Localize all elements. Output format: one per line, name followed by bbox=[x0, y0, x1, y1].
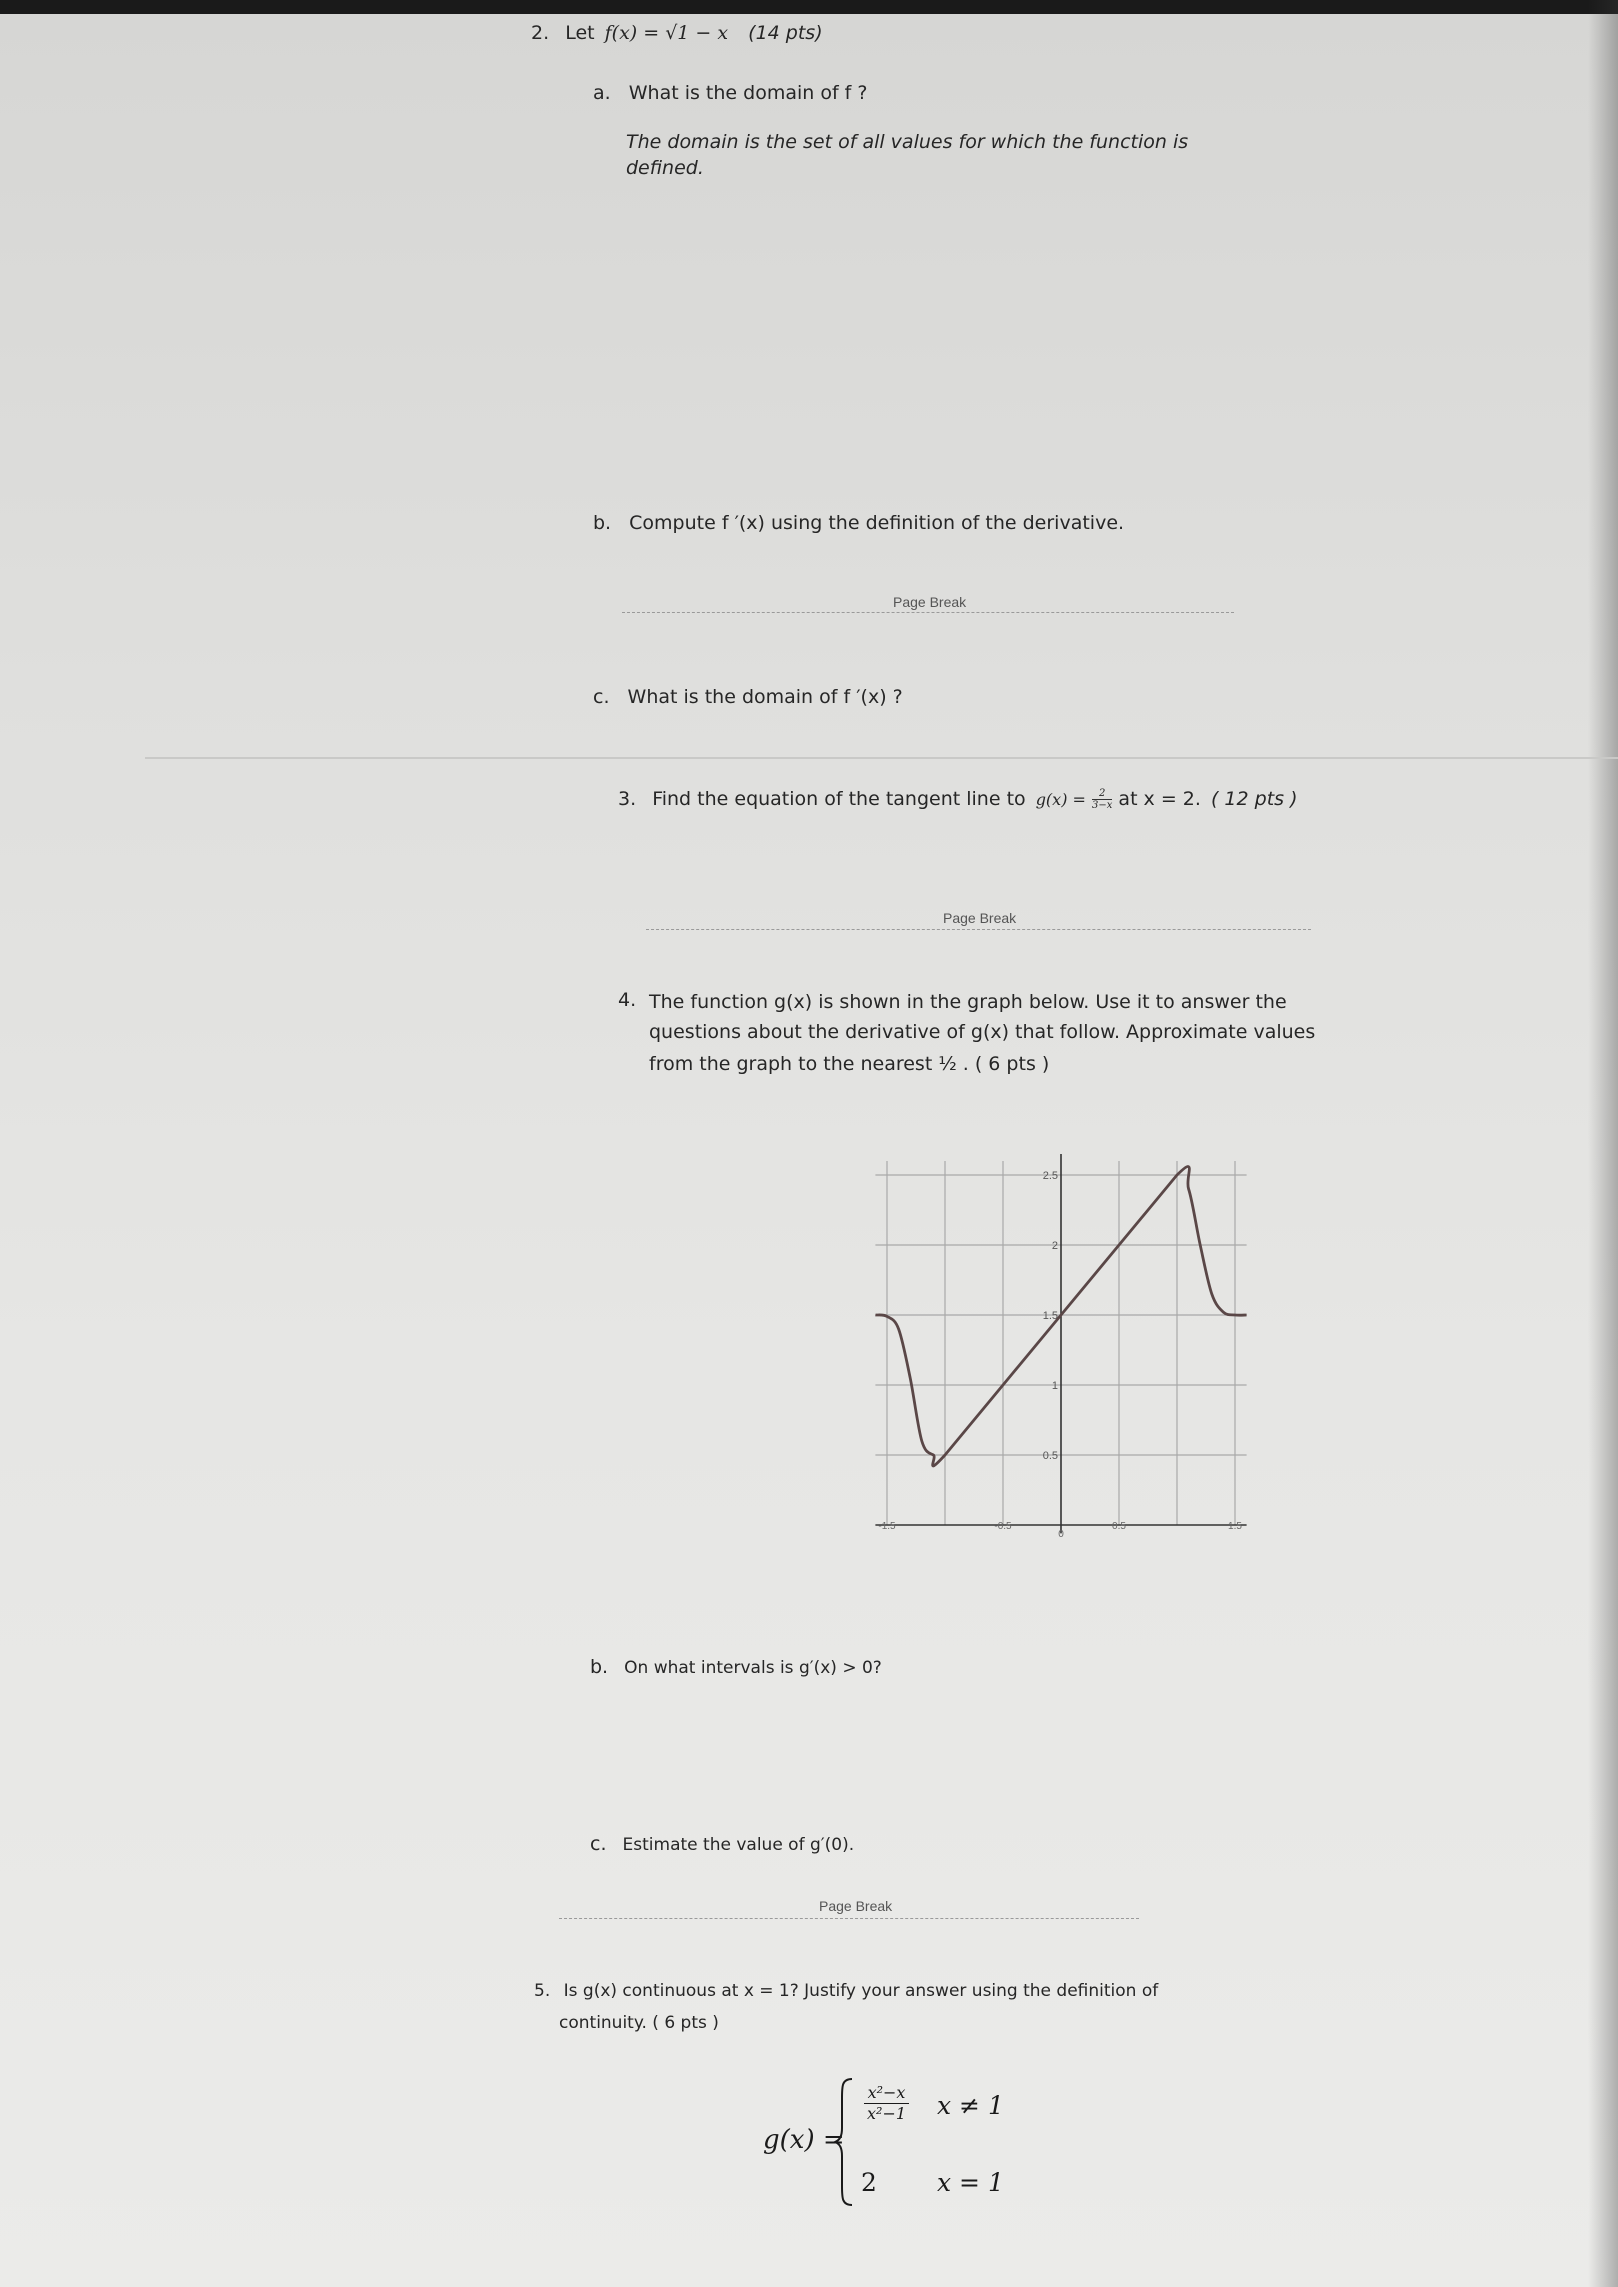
q5-row bbox=[534, 1981, 1158, 2001]
q3-text-2: at x = 2. bbox=[1118, 788, 1201, 810]
q4-line3: from the graph to the nearest ½ . ( 6 pts ) bbox=[649, 1053, 1050, 1075]
q4-line2: questions about the derivative of g(x) that follow. Approximate values bbox=[649, 1021, 1316, 1043]
q4b-label: b. bbox=[590, 1656, 609, 1678]
top-edge-bar bbox=[0, 0, 1618, 14]
q4b-text: On what intervals is g′(x) > 0? bbox=[624, 1658, 882, 1678]
q5-number: 5. bbox=[534, 1981, 551, 2001]
y-tick-label: 1 bbox=[1051, 1380, 1058, 1392]
q3-frac-num: 2 bbox=[1092, 788, 1112, 800]
q4-number: 4. bbox=[618, 989, 637, 1011]
y-tick-label: 1.5 bbox=[1042, 1310, 1058, 1322]
q3-points: ( 12 pts ) bbox=[1210, 788, 1298, 810]
q4-line1: The function g(x) is shown in the graph below. Use it to answer the bbox=[649, 991, 1287, 1013]
section-separator bbox=[145, 757, 1618, 759]
x-tick-label: -1.5 bbox=[878, 1521, 896, 1532]
q2c-text: What is the domain of f ′(x) ? bbox=[627, 686, 903, 708]
q2b-label: b. bbox=[593, 512, 612, 534]
page-break-line-3 bbox=[559, 1918, 1139, 1919]
q5-line1: Is g(x) continuous at x = 1? Justify your answer using the definition of bbox=[563, 1981, 1159, 2001]
x-tick-label: 0.5 bbox=[1112, 1521, 1126, 1532]
q5-case2-cond: x = 1 bbox=[937, 2168, 1004, 2197]
q2-number: 2. bbox=[531, 22, 550, 44]
q4c-text: Estimate the value of g′(0). bbox=[622, 1835, 855, 1855]
page-break-line-1 bbox=[622, 612, 1234, 613]
q2-points: (14 pts) bbox=[748, 22, 823, 44]
q2a-label: a. bbox=[593, 82, 611, 104]
q2a-row bbox=[593, 82, 868, 104]
q4c-row bbox=[590, 1833, 854, 1855]
q5-line2: continuity. ( 6 pts ) bbox=[559, 2013, 719, 2033]
page-break-label-2: Page Break bbox=[943, 910, 1017, 926]
y-tick-label: 0.5 bbox=[1042, 1450, 1058, 1462]
y-tick-label: 2.5 bbox=[1042, 1170, 1058, 1182]
page-break-label-1: Page Break bbox=[893, 594, 967, 610]
q2c-label: c. bbox=[593, 686, 610, 708]
graph-axes bbox=[875, 1154, 1246, 1533]
q2a-text: What is the domain of f ? bbox=[628, 82, 868, 104]
x-tick-label: 1.5 bbox=[1228, 1521, 1242, 1532]
page-shadow bbox=[1588, 0, 1618, 2287]
q3-text-1: Find the equation of the tangent line to bbox=[652, 788, 1026, 810]
q2b-text: Compute f ′(x) using the definition of the derivative. bbox=[629, 512, 1125, 534]
function-graph bbox=[865, 1145, 1265, 1545]
q2b-row bbox=[593, 512, 1124, 534]
q5-g-lhs: g(x) = bbox=[763, 2125, 845, 2155]
q3-g: g(x) = bbox=[1035, 790, 1086, 809]
piecewise-brace bbox=[832, 2076, 856, 2208]
q5-case1-den: x²−1 bbox=[867, 2104, 907, 2123]
q5-case1-fraction bbox=[864, 2083, 909, 2124]
q2-function: f(x) = √1 − x bbox=[604, 22, 729, 44]
q2a-hint-line1: The domain is the set of all values for which the function is bbox=[626, 131, 1189, 153]
q2a-hint-line2: defined. bbox=[626, 157, 704, 179]
q4c-label: c. bbox=[590, 1833, 607, 1855]
q4b-row bbox=[590, 1656, 882, 1678]
q5-case1-num: x²−x bbox=[864, 2083, 909, 2104]
q2c-row bbox=[593, 686, 903, 708]
q3-number: 3. bbox=[618, 788, 637, 810]
q3-frac-den: 3−x bbox=[1091, 800, 1113, 811]
y-tick-label: 2 bbox=[1051, 1240, 1058, 1252]
q3-fraction bbox=[1092, 788, 1112, 811]
q3-row bbox=[618, 788, 1298, 811]
x-tick-label: 0 bbox=[1058, 1529, 1064, 1540]
q5-case1-cond: x ≠ 1 bbox=[937, 2091, 1004, 2120]
page-break-label-3: Page Break bbox=[819, 1898, 893, 1914]
x-tick-label: -0.5 bbox=[994, 1521, 1012, 1532]
q2-header bbox=[531, 22, 823, 44]
q2-let: Let bbox=[565, 22, 595, 44]
page-break-line-2 bbox=[646, 929, 1311, 930]
q5-case2-val: 2 bbox=[861, 2168, 877, 2197]
